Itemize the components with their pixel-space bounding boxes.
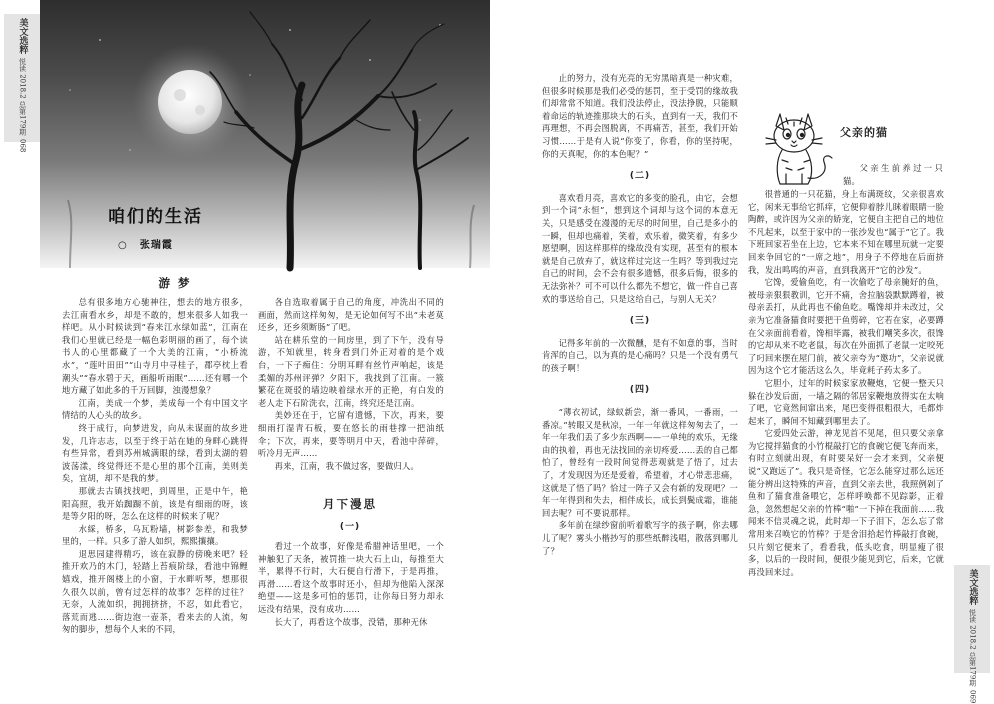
- cat-icon: [758, 104, 838, 192]
- paragraph: 终于成行，向梦进发，向从未谋面的故乡进发，几许志志，以至于终于站在她的身畔心跳得有些异常，看到苏州城满眼的绿，看到太湖的碧波荡漾，终觉得还不是心里的那个江南，美则美矣，宜胡，却不是我的梦。: [62, 422, 248, 484]
- right-page-sidebar: [954, 565, 990, 704]
- article-title: 咱们的生活: [108, 207, 203, 227]
- left-page-sidebar: [4, 14, 40, 153]
- left-column-1: [62, 296, 248, 674]
- right-page: [490, 0, 994, 704]
- paragraph: 水綵，桥多，乌瓦粉墙，树影参差，和我梦里的，一样。只多了游人如织，熙熙攘攘。: [62, 523, 248, 547]
- author-marker: ○: [118, 240, 128, 251]
- night-sky-illustration: [40, 0, 490, 268]
- cat-illustration: [758, 104, 838, 192]
- subsection-number: (一): [339, 522, 361, 532]
- paragraph: 退思园建得精巧，该在寂静的傍晚来吧？轻推开欢乃的木门，轻踏上苔痕阶绿，看池中锦鲤嬉戏，推开阁楼上的小窗，于水畔听琴，想那很久很久以前，曾有过怎样的故事？怎样的过往？无奈，人流如织，拥拥挤挤，不忍，如此看它，落荒而逃……街边泡一壶茶，看来去的人流，匆匆的脚步，想每个人来的不同，: [62, 548, 248, 635]
- paragraph: 它胆小，过年的时候家家放鞭炮，它便一整天只躲在沙发后面，一墙之隔的邻居家鞭炮放得实在太响了吧，它竟然间窜出来，尾巴变得很粗很大，毛都炸起来了，瞬间不知藏到哪里去了。: [748, 377, 944, 426]
- paragraph: 看过一个故事，好像是希腊神话里吧，一个神触犯了天条，被罚推一块大石上山，每推至大半，累得不行时，大石便自行滑下，于是再推，再滑……看这个故事时还小，但却为他陷入深深绝望——这是多可怕的惩罚，让你每日努力却永远没有结果，没有成功……: [258, 541, 444, 614]
- paragraph: 再来，江南，我不做过客，要做归人。: [274, 460, 420, 471]
- paragraph: 长大了，再看这个故事，没错，那种无休: [274, 616, 428, 627]
- left-column-2-continued: [258, 540, 444, 675]
- paragraph: 江南，美成一个梦，美成每一个有中国文字情结的人心头的故乡。: [62, 397, 248, 421]
- author-line: [118, 236, 173, 251]
- sidebar-section-label: 美文选粹: [17, 18, 28, 54]
- sidebar-issue-info: 悦读 2018.2 总第179期: [968, 609, 977, 687]
- subsection-number: (二): [629, 171, 651, 182]
- paragraph: 站在耕乐堂的一间房里，到了下午，没有导游，不知就里，转身看到门外正对着的是个戏台，一下子痴住：分明耳畔有丝竹声响起，该是柔媚的苏州评弹？夕阳下，我找到了江南。一簇繁花在斑驳的墙边映着绿水开的正艳，有白发的老人走下石阶洗衣，江南，终究还是江南。: [258, 334, 444, 408]
- sidebar-section-label: 美文选粹: [967, 569, 978, 605]
- paragraph: 那就去古镇找找吧，到周里，正是中午，艳阳高照，我开始踟蹰不前，该是有细雨的呀，该是等夕阳的呀，怎么在这样的时候来了呢？: [62, 485, 248, 522]
- moon-tree-photo: [40, 0, 490, 268]
- paragraph: 美妙还在于，它留有遗憾，下次，再来，要细雨打湿青石板，要在悠长的雨巷撑一把油纸伞；下次，再来，要等明月中天，看池中萍碎，听冷月无声……: [258, 410, 444, 459]
- right-column-1: [542, 72, 738, 672]
- right-column-2-intro: [843, 162, 943, 190]
- paragraph: 它馋，爱偷鱼吃，有一次偷吃了母亲腌好的鱼，被母亲狠狠教训，它开不痛，舍拉脑袋默默蹲着，被母亲丢打，从此再也不偷鱼吃。嘴馋却并未改过，父亲为它准备猫食时要把干鱼剪碎，它若在家，必要蹲在父亲面前看着，馋相毕露，被我们嘲笑多次，很馋的它却从来不吃老鼠，每次在外面抓了老鼠一定咬死了叼回来摆在屋门前，被父亲夸为“邀功”，父亲说就因为这个它才能活这么久，毕竟耗子药太多了。: [748, 277, 944, 376]
- left-page: [0, 0, 490, 679]
- paragraph: 它爱四处云游，神龙见首不见尾，但只要父亲拿为它搅拌猫食的小竹棍敲打它的食碗它便飞奔而来，有时立刻就出现，有时要呆好一会才来到，父亲便说“又跑远了”。我只是奇怪，它怎么能穿过那么远还能分辨出这特殊的声音，直到父亲去世，我照例剁了鱼和了猫食准备喂它，怎样呼唤都不见踪影，正着急，忽然想起父亲的竹棒“啪”一下掉在我面前……我闻来不信灵魂之说，此时却一下子泪下，怎么忘了常常用来召唤它的竹棒？于是舍泪拾起竹棒敲打食碗，只片刻它便来了，看看我，低头吃食，明显瘦了很多，以后的一段时间，便很少能见到它，后来，它就再没回来过。: [748, 428, 944, 577]
- paragraph: 总有很多地方心驰神往，想去的地方很多，去江南看水乡，却是不敢的，想来很多人如我一样吧。从小时候读到“春来江水绿如蓝”，江南在我们心里就已经是一幅色彩明丽的画了，每个读书人的心里都藏了一个大美的江南，“小桥流水”，“莲叶田田”“山寺月中寻桂子，郡亭枕上看潮头”“春水碧于天，画船听雨眠”……还有哪一个地方藏了如此多的千万回脚，浊漫想象？: [62, 297, 248, 396]
- paragraph: 多年前在绿纱窗前听着歌写字的孩子啊，你去哪儿了呢？雾头小楷抄写的那些纸醉浅唱，散落到哪儿了？: [542, 520, 738, 556]
- paragraph: 各自选取着属于自己的角度，冲洗出不同的画面，然而这样匆匆，是无论如何写不出“未老莫还乡，还乡须断肠”了吧。: [258, 297, 444, 333]
- paragraph: “薄衣初试，绿蚁新尝，渐一番风，一番雨，一番凉。”转眼又是秋凉，一年一年就这样匆匆去了，一年一年我们丢了多少东西啊——一单纯的欢乐，无缘由的执着，再也无法找回的亲切疼爱……丢的自己都怕了，曾经有一段时间觉得悲观就是了悟了，过去了，才发现因为还是爱着，希望着，才心带悲悲痛，这就是了悟了吗？恰过一阵子又会有新的发现吧？一年一年得到和失去，相伴成长，成长到鬓成霜，谁能回去呢？可不要说那样。: [542, 407, 738, 518]
- left-column-2: [258, 296, 444, 476]
- page-number: 068: [18, 139, 27, 153]
- section-title-youmeng: 游 梦: [158, 276, 192, 290]
- moon-icon: [158, 70, 222, 134]
- article-title-cat: 父亲的猫: [840, 126, 888, 139]
- paragraph: 父亲生前养过一只猫。: [843, 163, 943, 186]
- bare-tree-icon: [210, 12, 468, 268]
- page-number: 069: [968, 690, 977, 704]
- section-title-yuexiamansi: 月下漫思: [323, 497, 377, 511]
- paragraph: 记得多年前的一次微醺，是有不如意的事，当时肯浑的自己，以为真的是心痛吗？只是一个没有勇气的孩子啊！: [542, 337, 738, 373]
- paragraph: 喜欢看月亮，喜欢它的多变的脸孔，由它，会想到一个词“永恒”，想到这个词却与这个词的本意无关，只是感受在漫漫的无尽的时间里，自己是多小的一瞬，但却也痛着，笑着，欢乐着，微笑着，有多少愿望啊，因这样那样的缘故没有实现，甚至有的根本就是自己放弃了，就这样过完这一生吗？等到我过完自己的时间，会不会有很多遗憾，很多后悔，很多的无法弥补？可不可以什么都先不想它，做一件自己喜欢的事送给自己，只是这给自己，与别人无关？: [542, 192, 738, 304]
- author-name: 张瑞霞: [139, 240, 173, 251]
- paragraph: 很普通的一只花猫，身上布满斑纹，父亲很喜欢它，闲来无事给它抓痒，它便仰着脖儿眯着眼睛一脸陶醉，或许因为父亲的娇宠，它便自主把自己的地位不凡起来，以至于家中的一张沙发也“属于”它了。我下班回家若坐在上边，它本来不知在哪里玩就一定要回来争回它的“一席之地”，用身子不停地在后面挤我，发出鸣鸣的声音，直到我离开“它的沙发”。: [748, 189, 944, 275]
- sidebar-issue-info: 悦读 2018.2 总第179期: [18, 58, 27, 136]
- paragraph: 止的努力，没有光亮的无穷黑暗真是一种灾难，但很多时候那是我们必受的惩罚，至于受罚的缘故我们却常常不知道。我们没法停止，没法挣脱，只能顺着命运的轨迹推那块大的石头，直到有一天，我们不再理想，不再会图脱离，不再痛苦，甚至，我们开始习惯……于是有人说“你变了，你看，你的坚持呢，你的天真呢，你的本色呢？”: [542, 73, 738, 159]
- subsection-number: (三): [629, 316, 651, 327]
- right-column-2: [748, 188, 944, 674]
- subsection-number: (四): [629, 385, 651, 396]
